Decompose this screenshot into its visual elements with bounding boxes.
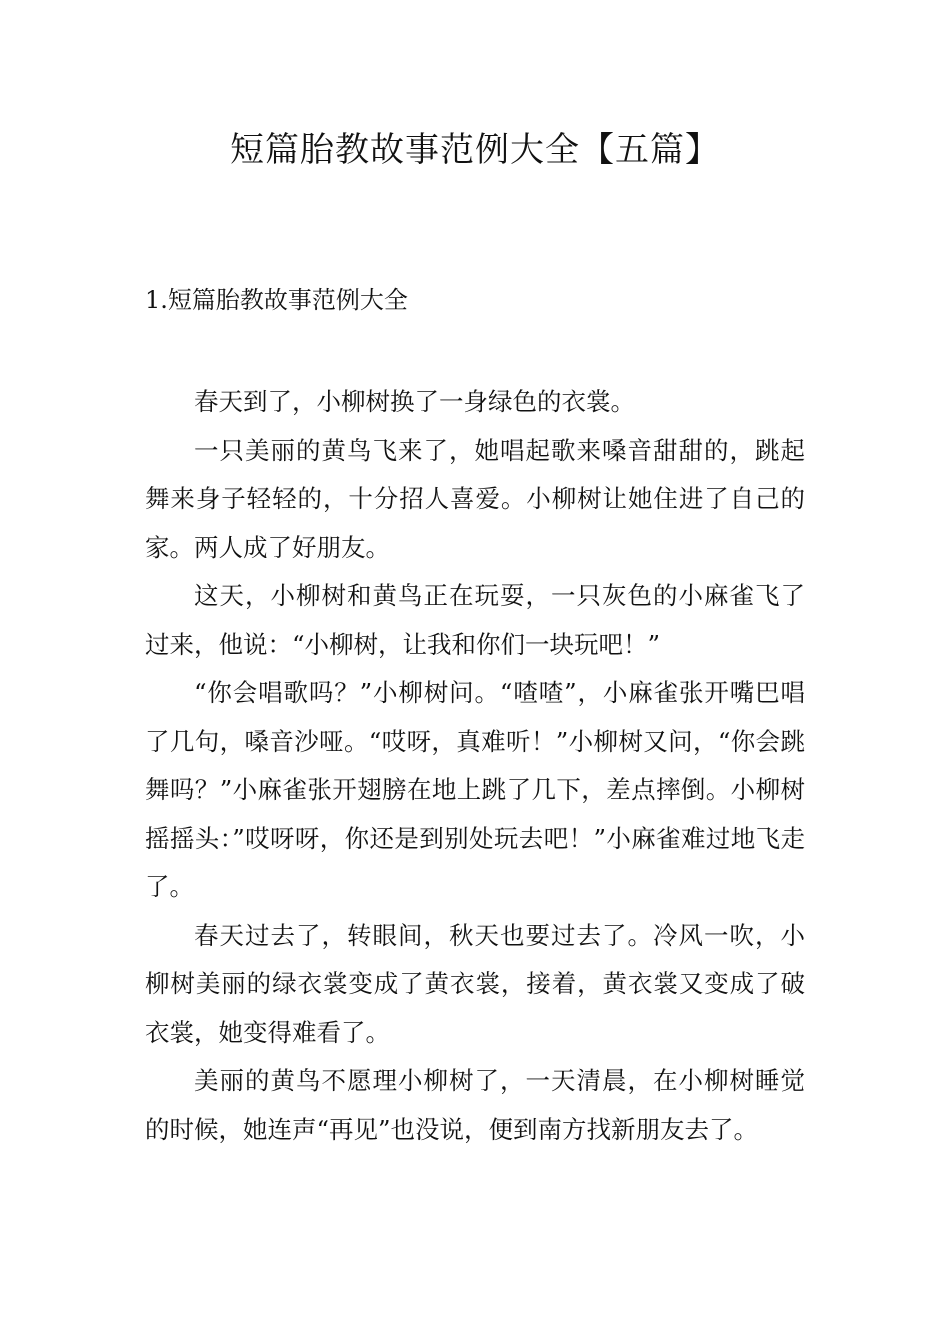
section-heading: 1.短篇胎教故事范例大全 [145, 286, 408, 314]
story-paragraph: “你会唱歌吗？”小柳树问。“喳喳”，小麻雀张开嘴巴唱了几句，嗓音沙哑。“哎呀，真难听！”小柳树又问，“你会跳舞吗？”小麻雀张开翅膀在地上跳了几下，差点摔倒。小柳树摇摇头：”哎呀呀，你还是到别处玩去吧！”小麻雀难过地飞走了。 [145, 678, 805, 901]
story-paragraph: 春天过去了，转眼间，秋天也要过去了。冷风一吹，小柳树美丽的绿衣裳变成了黄衣裳，接着，黄衣裳又变成了破衣裳，她变得难看了。 [145, 920, 805, 1047]
story-paragraph: 一只美丽的黄鸟飞来了，她唱起歌来嗓音甜甜的，跳起舞来身子轻轻的，十分招人喜爱。小柳树让她住进了自己的家。两人成了好朋友。 [145, 435, 805, 562]
document-title: 短篇胎教故事范例大全【五篇】 [230, 130, 720, 170]
story-body [145, 378, 805, 1154]
story-paragraph: 美丽的黄鸟不愿理小柳树了，一天清晨，在小柳树睡觉的时候，她连声“再见”也没说，便到南方找新朋友去了。 [145, 1066, 805, 1144]
story-paragraph: 这天，小柳树和黄鸟正在玩耍，一只灰色的小麻雀飞了过来，他说：“小柳树，让我和你们一块玩吧！” [145, 581, 805, 659]
story-paragraph: 春天到了，小柳树换了一身绿色的衣裳。 [194, 387, 635, 416]
